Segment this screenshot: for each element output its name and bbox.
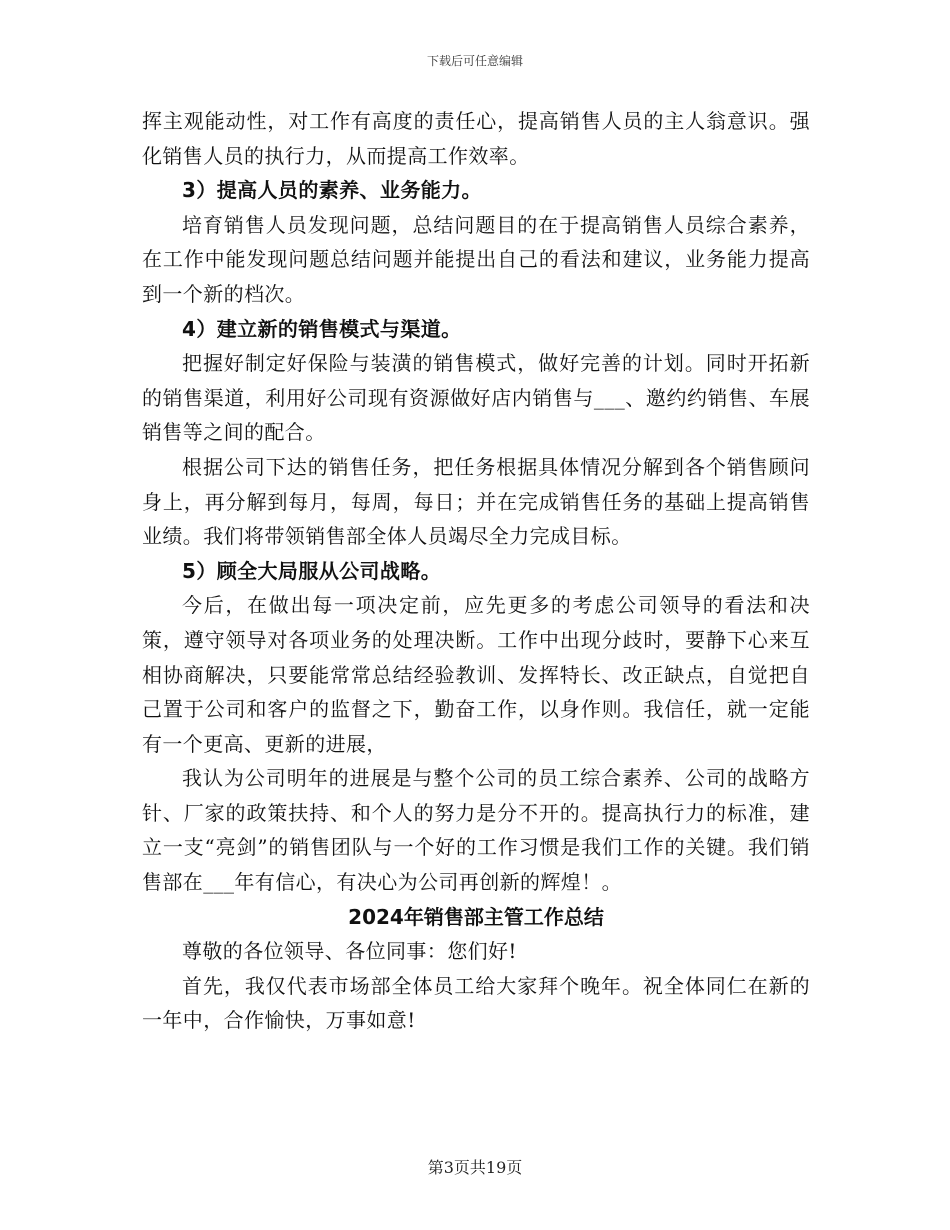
paragraph-4: 根据公司下达的销售任务，把任务根据具体情况分解到各个销售顾问身上，再分解到每月，每周，每日；并在完成销售任务的基础上提高销售业绩。我们将带领销售部全体人员竭尽全力完成目标。 (142, 454, 810, 549)
heading-5: 5）顾全大局服从公司战略。 (182, 558, 442, 583)
page-number: 第3页共19页 (427, 1158, 523, 1177)
paragraph-1: 挥主观能动性，对工作有高度的责任心，提高销售人员的主人翁意识。强化销售人员的执行力，从而提高工作效率。 (142, 109, 810, 168)
heading-3: 3）提高人员的素养、业务能力。 (182, 178, 482, 203)
paragraph-6: 我认为公司明年的进展是与整个公司的员工综合素养、公司的战略方针、厂家的政策扶持、和个人的努力是分不开的。提高执行力的标准，建立一支“亮剑”的销售团队与一个好的工作习惯是我们工作的关键。我们销售部在___年有信心，有决心为公司再创新的辉煌！。 (142, 766, 810, 895)
paragraph-5: 今后，在做出每一项决定前，应先更多的考虑公司领导的看法和决策，遵守领导对各项业务的处理决断。工作中出现分歧时，要静下心来互相协商解决，只要能常常总结经验教训、发挥特长、改正缺点，自觉把自己置于公司和客户的监督之下，勤奋工作，以身作则。我信任，就一定能有一个更高、更新的进展， (142, 593, 810, 756)
paragraph-3: 把握好制定好保险与装潢的销售模式，做好完善的计划。同时开拓新的销售渠道，利用好公司现有资源做好店内销售与___、邀约约销售、车展销售等之间的配合。 (142, 351, 810, 445)
section-title: 2024年销售部主管工作总结 (348, 904, 604, 929)
page-header-note: 下载后可任意编辑 (426, 54, 523, 68)
heading-4: 4）建立新的销售模式与渠道。 (182, 316, 462, 341)
paragraph-8: 首先，我仅代表市场部全体员工给大家拜个晚年。祝全体同仁在新的一年中，合作愉快，万事如意! (142, 973, 810, 1033)
paragraph-7: 尊敬的各位领导、各位同事：您们好! (182, 939, 517, 964)
paragraph-2: 培育销售人员发现问题，总结问题目的在于提高销售人员综合素养，在工作中能发现问题总结问题并能提出自己的看法和建议，业务能力提高到一个新的档次。 (142, 212, 810, 306)
document-body (142, 104, 810, 1038)
